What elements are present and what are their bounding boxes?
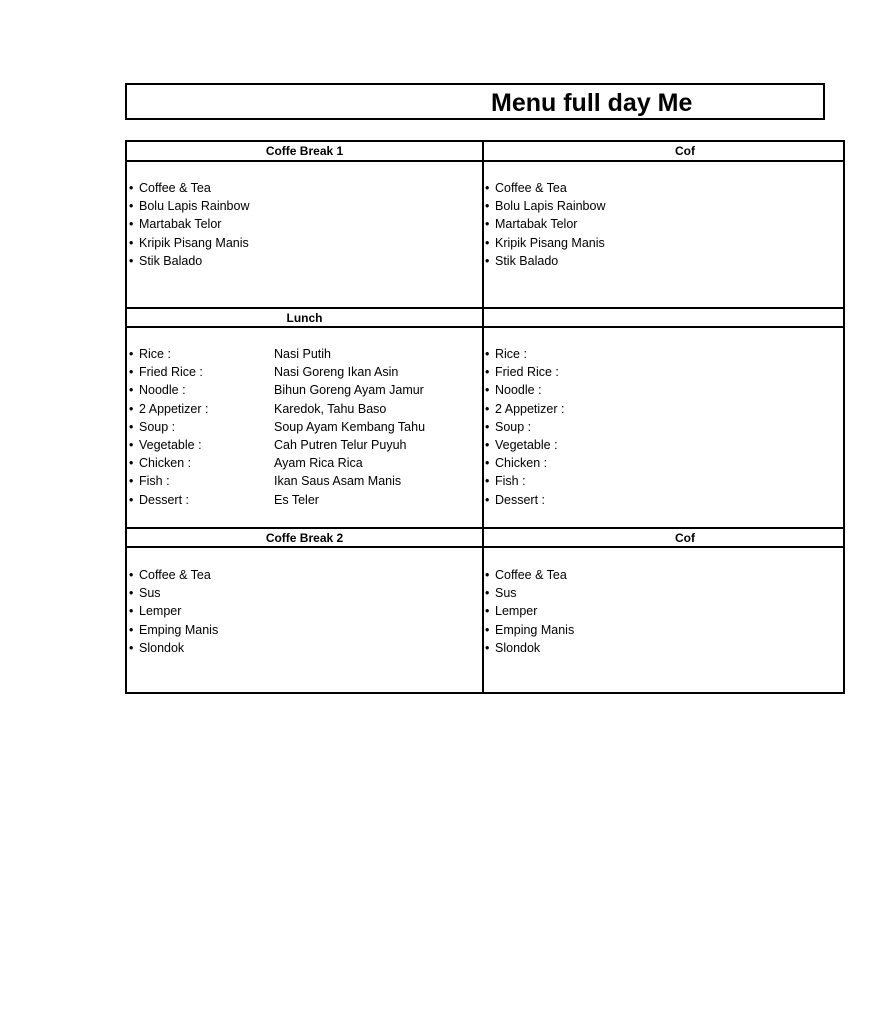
item-text: Emping Manis bbox=[495, 622, 575, 637]
bullet-icon: • bbox=[129, 383, 134, 398]
list-item bbox=[485, 566, 574, 584]
item-dish: Bihun Goreng Ayam Jamur bbox=[274, 383, 424, 398]
list-item bbox=[129, 621, 218, 639]
list-item bbox=[129, 602, 218, 620]
item-label: Fried Rice : bbox=[139, 365, 203, 380]
column-divider bbox=[482, 142, 484, 692]
list-item bbox=[129, 491, 481, 509]
bullet-icon: • bbox=[129, 492, 134, 507]
list-item bbox=[129, 418, 481, 436]
item-label: 2 Appetizer : bbox=[139, 401, 209, 416]
bullet-icon: • bbox=[129, 640, 134, 655]
item-text: Sus bbox=[495, 586, 517, 601]
coffee-break-2-list bbox=[129, 566, 218, 657]
item-label: Dessert : bbox=[495, 492, 546, 507]
bullet-icon: • bbox=[129, 181, 134, 195]
list-item bbox=[129, 234, 250, 252]
bullet-icon: • bbox=[129, 347, 134, 361]
item-label: 2 Appetizer : bbox=[495, 401, 565, 416]
item-text: Kripik Pisang Manis bbox=[495, 235, 605, 250]
row-divider bbox=[127, 160, 843, 162]
list-item bbox=[485, 345, 565, 363]
item-dish: Ikan Saus Asam Manis bbox=[274, 474, 402, 489]
item-dish: Cah Putren Telur Puyuh bbox=[274, 437, 407, 452]
bullet-icon: • bbox=[485, 235, 490, 250]
list-item bbox=[485, 400, 565, 418]
item-text: Bolu Lapis Rainbow bbox=[139, 199, 250, 214]
list-item bbox=[129, 215, 250, 233]
item-label: Soup : bbox=[495, 419, 532, 434]
coffee-break-1-right-list bbox=[485, 179, 606, 270]
item-dish: Nasi Goreng Ikan Asin bbox=[274, 365, 399, 380]
title-box bbox=[125, 83, 825, 120]
bullet-icon: • bbox=[485, 217, 490, 232]
bullet-icon: • bbox=[129, 365, 134, 380]
item-dish: Nasi Putih bbox=[274, 347, 331, 361]
item-text: Emping Manis bbox=[139, 622, 219, 637]
item-text: Sus bbox=[139, 586, 161, 601]
item-label: Vegetable : bbox=[139, 437, 202, 452]
item-text: Coffee & Tea bbox=[495, 568, 567, 582]
list-item bbox=[129, 639, 218, 657]
bullet-icon: • bbox=[129, 474, 134, 489]
list-item bbox=[485, 179, 606, 197]
item-label: Vegetable : bbox=[495, 437, 558, 452]
list-item bbox=[485, 639, 574, 657]
item-text: Stik Balado bbox=[139, 253, 203, 268]
menu-grid bbox=[125, 140, 845, 694]
list-item bbox=[485, 491, 565, 509]
item-label: Fish : bbox=[139, 474, 170, 489]
bullet-icon: • bbox=[129, 622, 134, 637]
bullet-icon: • bbox=[129, 456, 134, 471]
bullet-icon: • bbox=[485, 622, 490, 637]
item-label: Rice : bbox=[495, 347, 527, 361]
list-item bbox=[485, 454, 565, 472]
bullet-icon: • bbox=[485, 437, 490, 452]
list-item bbox=[485, 584, 574, 602]
bullet-icon: • bbox=[129, 199, 134, 214]
list-item bbox=[485, 621, 574, 639]
list-item bbox=[129, 436, 481, 454]
item-text: Coffee & Tea bbox=[139, 181, 211, 195]
item-label: Fried Rice : bbox=[495, 365, 559, 380]
list-item bbox=[485, 381, 565, 399]
item-text: Coffee & Tea bbox=[495, 181, 567, 195]
bullet-icon: • bbox=[485, 365, 490, 380]
bullet-icon: • bbox=[485, 419, 490, 434]
item-dish: Soup Ayam Kembang Tahu bbox=[274, 419, 426, 434]
item-label: Rice : bbox=[139, 347, 171, 361]
list-item bbox=[485, 602, 574, 620]
item-label: Chicken : bbox=[495, 456, 548, 471]
coffee-break-2-right-list bbox=[485, 566, 574, 657]
item-label: Noodle : bbox=[139, 383, 186, 398]
list-item bbox=[129, 381, 481, 399]
list-item bbox=[485, 252, 606, 270]
bullet-icon: • bbox=[129, 604, 134, 619]
list-item bbox=[485, 472, 565, 490]
list-item bbox=[485, 234, 606, 252]
item-text: Bolu Lapis Rainbow bbox=[495, 199, 606, 214]
list-item bbox=[485, 436, 565, 454]
list-item bbox=[129, 566, 218, 584]
bullet-icon: • bbox=[129, 235, 134, 250]
item-text: Stik Balado bbox=[495, 253, 559, 268]
section-header-coffee-break-1-right: Cof bbox=[675, 144, 695, 158]
bullet-icon: • bbox=[129, 568, 134, 582]
coffee-break-1-list bbox=[129, 179, 250, 270]
item-dish: Ayam Rica Rica bbox=[274, 456, 363, 471]
item-label: Fish : bbox=[495, 474, 526, 489]
item-label: Noodle : bbox=[495, 383, 542, 398]
list-item bbox=[129, 472, 481, 490]
item-text: Martabak Telor bbox=[495, 217, 578, 232]
bullet-icon: • bbox=[485, 604, 490, 619]
item-text: Lemper bbox=[139, 604, 182, 619]
list-item bbox=[485, 363, 565, 381]
section-header-coffee-break-1: Coffe Break 1 bbox=[265, 144, 344, 158]
list-item bbox=[129, 197, 250, 215]
item-text: Slondok bbox=[495, 640, 541, 655]
bullet-icon: • bbox=[485, 568, 490, 582]
list-item bbox=[129, 363, 481, 381]
bullet-icon: • bbox=[129, 419, 134, 434]
item-text: Coffee & Tea bbox=[139, 568, 211, 582]
bullet-icon: • bbox=[485, 456, 490, 471]
list-item bbox=[129, 584, 218, 602]
bullet-icon: • bbox=[485, 347, 490, 361]
bullet-icon: • bbox=[485, 383, 490, 398]
list-item bbox=[485, 418, 565, 436]
list-item bbox=[485, 197, 606, 215]
item-label: Soup : bbox=[139, 419, 176, 434]
item-text: Lemper bbox=[495, 604, 538, 619]
bullet-icon: • bbox=[485, 492, 490, 507]
section-header-coffee-break-2: Coffe Break 2 bbox=[265, 531, 344, 545]
list-item bbox=[485, 215, 606, 233]
section-header-lunch-right bbox=[484, 309, 886, 327]
section-header-lunch: Lunch bbox=[286, 311, 323, 325]
bullet-icon: • bbox=[485, 253, 490, 268]
page-title: Menu full day Me bbox=[491, 89, 693, 117]
item-label: Chicken : bbox=[139, 456, 192, 471]
lunch-right-list bbox=[485, 345, 565, 509]
item-dish: Karedok, Tahu Baso bbox=[274, 401, 387, 416]
bullet-icon: • bbox=[129, 437, 134, 452]
item-text: Kripik Pisang Manis bbox=[139, 235, 249, 250]
bullet-icon: • bbox=[485, 586, 490, 601]
bullet-icon: • bbox=[129, 217, 134, 232]
list-item bbox=[129, 252, 250, 270]
section-header-coffee-break-2-right: Cof bbox=[675, 531, 695, 545]
bullet-icon: • bbox=[129, 586, 134, 601]
list-item bbox=[129, 345, 481, 363]
item-text: Slondok bbox=[139, 640, 185, 655]
list-item bbox=[129, 454, 481, 472]
list-item bbox=[129, 400, 481, 418]
item-dish: Es Teler bbox=[274, 492, 319, 507]
bullet-icon: • bbox=[485, 401, 490, 416]
bullet-icon: • bbox=[485, 640, 490, 655]
bullet-icon: • bbox=[129, 401, 134, 416]
list-item bbox=[129, 179, 250, 197]
bullet-icon: • bbox=[129, 253, 134, 268]
bullet-icon: • bbox=[485, 181, 490, 195]
bullet-icon: • bbox=[485, 474, 490, 489]
lunch-list bbox=[129, 345, 481, 509]
item-label: Dessert : bbox=[139, 492, 190, 507]
bullet-icon: • bbox=[485, 199, 490, 214]
item-text: Martabak Telor bbox=[139, 217, 222, 232]
